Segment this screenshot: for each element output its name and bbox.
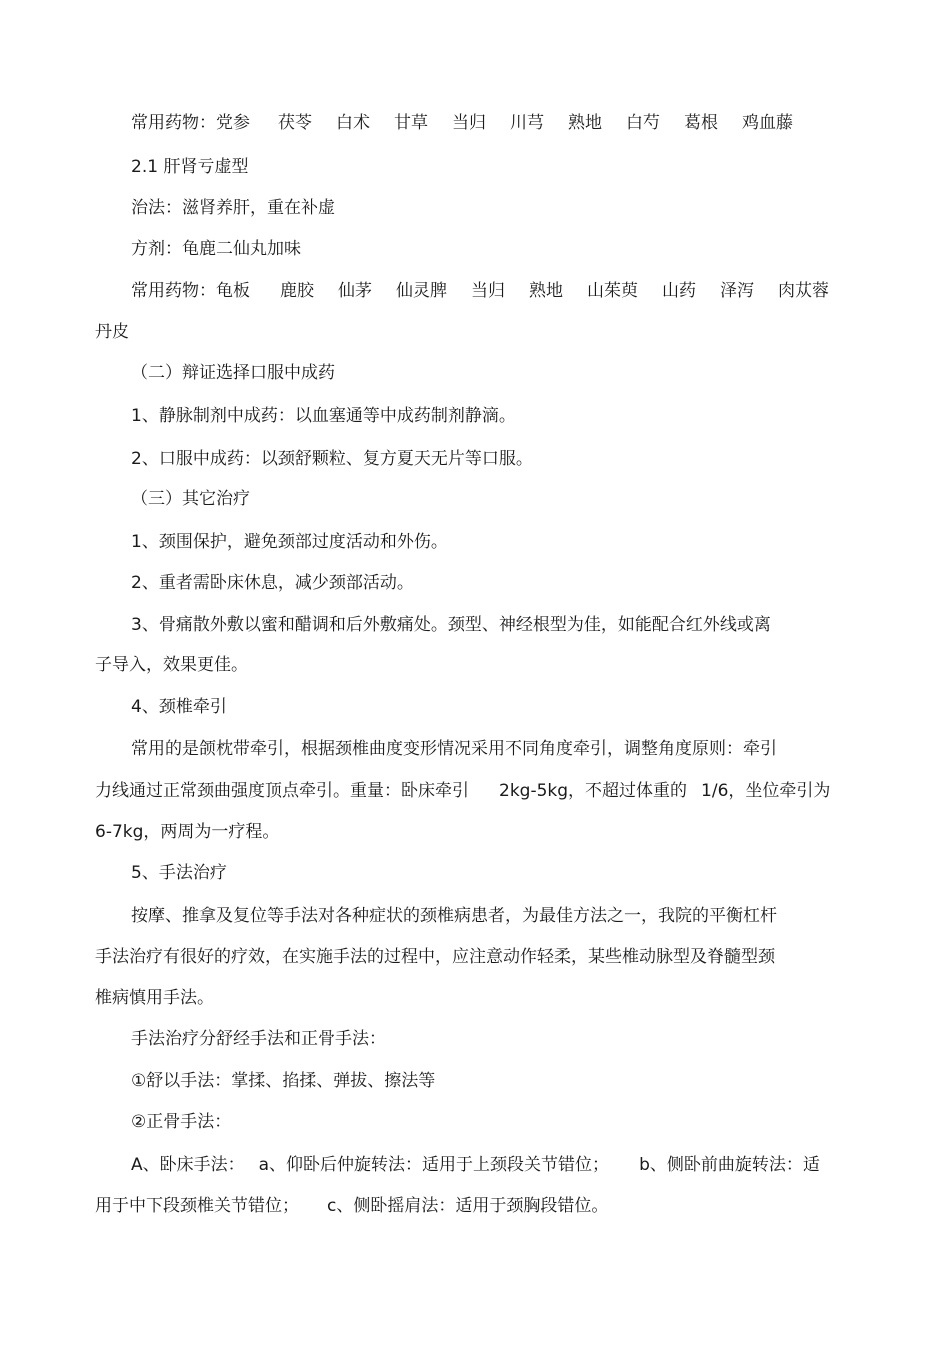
section-heading: （二）辩证选择口服中成药 bbox=[131, 363, 335, 383]
paragraph: 2、重者需卧床休息，减少颈部活动。 bbox=[131, 573, 414, 593]
paragraph: 子导入，效果更佳。 bbox=[95, 655, 248, 675]
herb-item: 常用药物：党参 bbox=[131, 113, 250, 133]
text-segment: 用于中下段颈椎关节错位； bbox=[95, 1196, 299, 1216]
paragraph: 常用的是颌枕带牵引，根据颈椎曲度变形情况采用不同角度牵引，调整角度原则：牵引 bbox=[131, 739, 777, 759]
paragraph: 1、静脉制剂中成药：以血塞通等中成药制剂静滴。 bbox=[131, 406, 516, 426]
paragraph: 按摩、推拿及复位等手法对各种症状的颈椎病患者，为最佳方法之一，我院的平衡杠杆 bbox=[131, 906, 777, 926]
herb-item: 甘草 bbox=[394, 113, 428, 133]
herb-item: 白芍 bbox=[626, 113, 660, 133]
paragraph bbox=[95, 780, 830, 802]
herbs-line-2 bbox=[131, 280, 829, 302]
text-segment: 1/6，坐位牵引为 bbox=[701, 781, 831, 801]
herb-item: 当归 bbox=[471, 281, 505, 301]
paragraph: 6-7kg，两周为一疗程。 bbox=[95, 822, 280, 842]
herb-item: 茯苓 bbox=[278, 113, 312, 133]
section-heading: （三）其它治疗 bbox=[131, 489, 250, 509]
paragraph: 丹皮 bbox=[95, 322, 129, 342]
paragraph: 手法治疗有很好的疗效，在实施手法的过程中，应注意动作轻柔，某些椎动脉型及脊髓型颈 bbox=[95, 947, 775, 967]
text-segment: a、仰卧后仲旋转法：适用于上颈段关节错位； bbox=[258, 1155, 610, 1175]
herb-item: 鹿胶 bbox=[280, 281, 314, 301]
section-heading: 2.1 肝肾亏虚型 bbox=[131, 157, 249, 177]
herb-item: 泽泻 bbox=[720, 281, 754, 301]
herb-item: 川芎 bbox=[510, 113, 544, 133]
section-heading: 5、手法治疗 bbox=[131, 863, 227, 883]
herb-item: 当归 bbox=[452, 113, 486, 133]
paragraph: 手法治疗分舒经手法和正骨手法： bbox=[131, 1029, 386, 1049]
herb-item: 熟地 bbox=[529, 281, 563, 301]
herb-item: 熟地 bbox=[568, 113, 602, 133]
paragraph: 治法：滋肾养肝，重在补虚 bbox=[131, 198, 335, 218]
paragraph: 方剂：龟鹿二仙丸加味 bbox=[131, 239, 301, 259]
herb-item: 仙茅 bbox=[338, 281, 372, 301]
paragraph bbox=[131, 1154, 820, 1176]
paragraph: ①舒以手法：掌揉、掐揉、弹拔、擦法等 bbox=[131, 1071, 436, 1091]
herb-item: 白术 bbox=[336, 113, 370, 133]
section-heading: 4、颈椎牵引 bbox=[131, 697, 227, 717]
herb-item: 鸡血藤 bbox=[742, 113, 793, 133]
herb-item: 山茱萸 bbox=[587, 281, 638, 301]
text-segment: b、侧卧前曲旋转法：适 bbox=[639, 1155, 820, 1175]
herbs-line-1 bbox=[131, 112, 793, 134]
paragraph: 2、口服中成药：以颈舒颗粒、复方夏天无片等口服。 bbox=[131, 449, 533, 469]
paragraph bbox=[95, 1195, 608, 1217]
paragraph: 椎病慎用手法。 bbox=[95, 988, 214, 1008]
herb-item: 常用药物：龟板 bbox=[131, 281, 250, 301]
herb-item: 山药 bbox=[662, 281, 696, 301]
herb-item: 仙灵脾 bbox=[396, 281, 447, 301]
text-segment: c、侧卧摇肩法：适用于颈胸段错位。 bbox=[327, 1196, 609, 1216]
paragraph: 1、颈围保护，避免颈部过度活动和外伤。 bbox=[131, 532, 448, 552]
text-segment: A、卧床手法： bbox=[131, 1155, 245, 1175]
herb-item: 肉苁蓉 bbox=[778, 281, 829, 301]
text-segment: 2kg-5kg，不超过体重的 bbox=[499, 781, 688, 801]
paragraph: ②正骨手法： bbox=[131, 1112, 232, 1132]
herb-item: 葛根 bbox=[684, 113, 718, 133]
text-segment: 力线通过正常颈曲强度顶点牵引。重量：卧床牵引 bbox=[95, 781, 469, 801]
paragraph: 3、骨痛散外敷以蜜和醋调和后外敷痛处。颈型、神经根型为佳，如能配合红外线或离 bbox=[131, 615, 771, 635]
